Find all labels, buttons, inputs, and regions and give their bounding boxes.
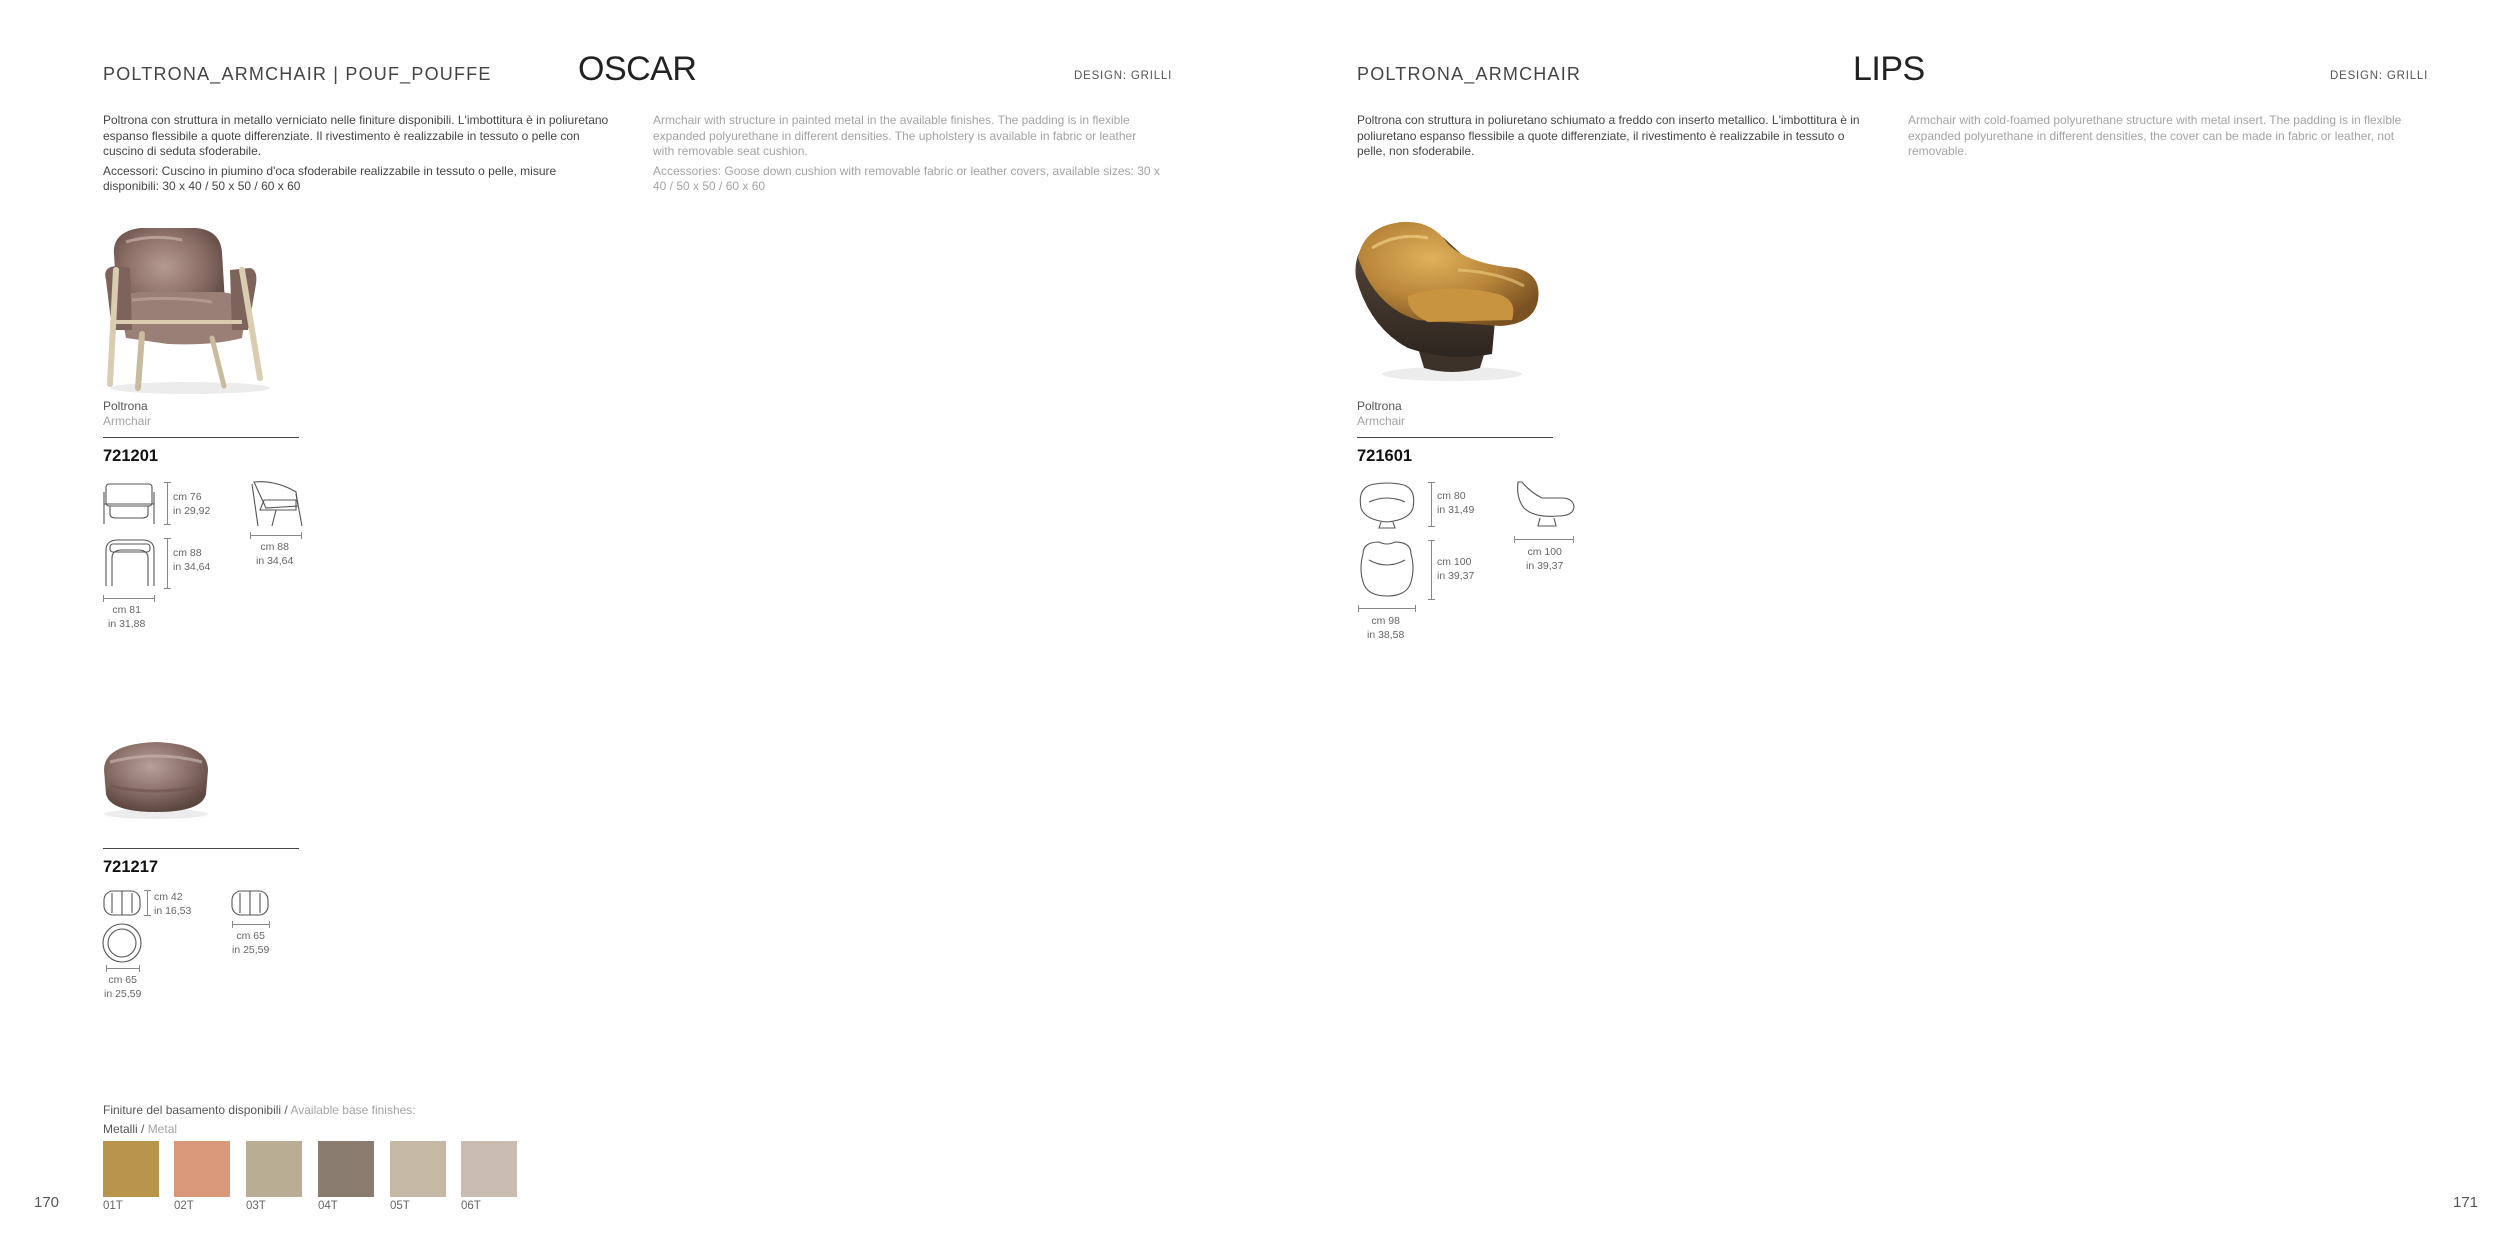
lips-armchair-photo [1348,208,1548,384]
oscar-description-it [103,113,611,195]
oscar-depth-in: in 34,64 [173,560,211,573]
pouf-front-view-drawing [100,888,144,918]
finishes-title-it: Finiture del basamento disponibili / [103,1103,291,1117]
oscar-height-in: in 29,92 [173,504,211,517]
lips-side-view-drawing [1512,478,1578,530]
swatch-01t [103,1141,159,1197]
pouf-top-view-drawing [100,922,144,964]
lips-product-code: 721601 [1357,447,1413,465]
lips-label-it: Poltrona [1357,399,1402,413]
oscar-side-in: in 34,64 [256,554,294,567]
swatch-02t-label: 02T [174,1200,194,1212]
lips-desc-en: Armchair with cold-foamed polyurethane structure with metal insert. The padding is in flexible expanded polyurethane in different densities, the cover can be made in fabric or leather, not removable. [1908,113,2402,158]
lips-desc-it: Poltrona con struttura in poliuretano schiumato a freddo con inserto metallico. L'imbottitura è in poliuretano espanso flessibile a quote differenziate, il rivestimento è realizzabile in tessuto o pelle, non sfoderabile. [1357,113,1860,158]
lips-label-en: Armchair [1357,414,1406,428]
pouf-product-code: 721217 [103,858,159,876]
swatch-06t-label: 06T [461,1200,481,1212]
swatch-04t [318,1141,374,1197]
lips-depth-in: in 39,37 [1437,569,1475,582]
oscar-product-code: 721201 [103,447,159,465]
swatch-05t-label: 05T [390,1200,410,1212]
finishes-group-en: Metal [147,1122,178,1136]
swatch-04t-label: 04T [318,1200,338,1212]
oscar-side-view-drawing [246,478,304,530]
lips-width-cm: cm 98 [1371,615,1400,627]
lips-side-cm: cm 100 [1527,546,1562,558]
lips-design-credit: DESIGN: GRILLI [2330,70,2429,82]
pouf-height-cm: cm 42 [154,891,183,903]
oscar-design-credit: DESIGN: GRILLI [1074,70,1173,82]
finishes-title-en: Available base finishes: [290,1103,416,1117]
oscar-divider [103,437,299,438]
lips-divider [1357,437,1553,438]
oscar-height-cm: cm 76 [173,491,202,503]
oscar-pouf-photo [96,730,216,822]
lips-description-en [1908,113,2415,160]
pouf-divider [103,848,299,849]
lips-category: POLTRONA_ARMCHAIR [1357,64,1582,84]
oscar-side-cm: cm 88 [260,541,289,553]
oscar-front-view-drawing [100,478,160,528]
finishes-group-it: Metalli / [103,1122,148,1136]
lips-top-view-drawing [1355,538,1419,600]
oscar-top-view-drawing [100,536,160,590]
oscar-width-cm: cm 81 [112,604,141,616]
oscar-label-it: Poltrona [103,399,148,413]
oscar-label-en: Armchair [103,414,152,428]
lips-front-view-drawing [1355,478,1419,530]
pouf-height-in: in 16,53 [154,904,192,917]
oscar-product-name: OSCAR [578,50,697,88]
pouf-side-view-drawing [228,888,272,918]
lips-height-cm: cm 80 [1437,490,1466,502]
swatch-03t [246,1141,302,1197]
pouf-side-in: in 25,59 [232,943,270,956]
oscar-armchair-photo [92,210,282,400]
oscar-width-in: in 31,88 [108,617,146,630]
lips-width-in: in 38,58 [1367,628,1405,641]
oscar-depth-cm: cm 88 [173,547,202,559]
oscar-desc-en: Armchair with structure in painted metal in the available finishes. The padding is in flexible expanded polyurethane in different densities. The upholstery is available in fabric or leather with removable seat cushion. [653,113,1137,158]
oscar-accessories-it: Accessori: Cuscino in piumino d'oca sfoderabile realizzabile in tessuto o pelle, misure disponibili: 30 x 40 / 50 x 50 / 60 x 60 [103,163,557,193]
swatch-01t-label: 01T [103,1200,123,1212]
swatch-02t [174,1141,230,1197]
lips-side-in: in 39,37 [1526,559,1564,572]
oscar-desc-it: Poltrona con struttura in metallo verniciato nelle finiture disponibili. L'imbottitura è in poliuretano espanso flessibile a quote differenziate. Il rivestimento è realizzabile in tessuto o pelle con cuscino di seduta sfoderabile. [103,113,609,158]
swatch-03t-label: 03T [246,1200,266,1212]
pouf-width-in: in 25,59 [104,987,142,1000]
lips-depth-cm: cm 100 [1437,556,1472,568]
oscar-accessories-en: Accessories: Goose down cushion with removable fabric or leather covers, available sizes: 30 x 40 / 50 x 50 / 60 x 60 [653,163,1160,193]
finishes-group [103,1122,177,1136]
swatch-05t [390,1141,446,1197]
lips-product-name: LIPS [1853,50,1925,88]
oscar-category: POLTRONA_ARMCHAIR | POUF_POUFFE [103,64,492,84]
lips-description-it [1357,113,1865,160]
lips-height-in: in 31,49 [1437,503,1475,516]
swatch-06t [461,1141,517,1197]
pouf-width-cm: cm 65 [108,974,137,986]
page-number-left: 170 [34,1194,60,1211]
pouf-side-cm: cm 65 [236,930,265,942]
oscar-description-en [653,113,1160,195]
finishes-title [103,1103,416,1117]
page-number-right: 171 [2453,1194,2479,1211]
